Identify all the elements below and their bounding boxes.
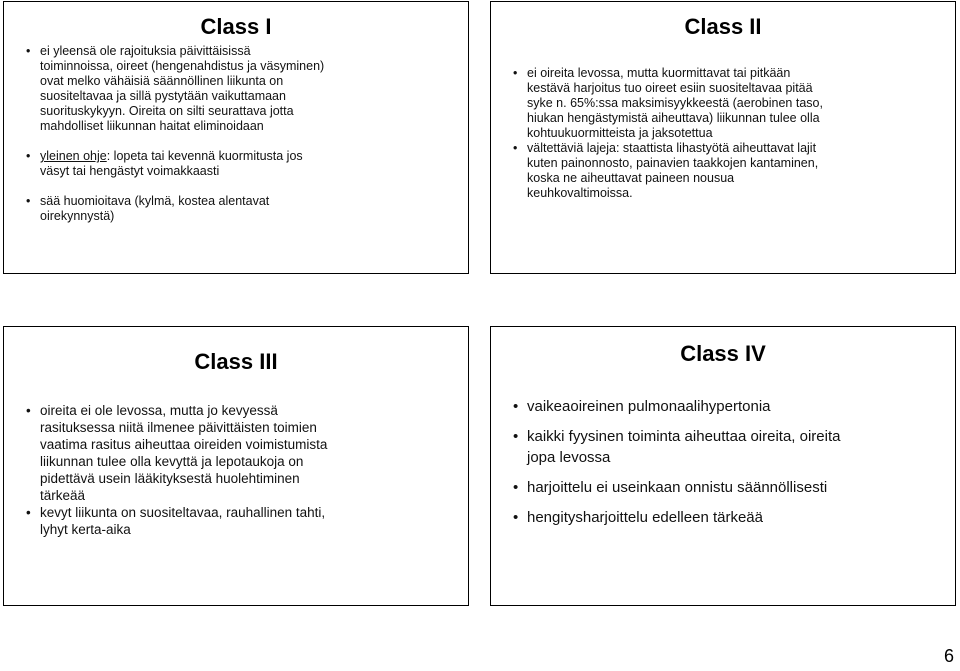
list-item: • sää huomioitava (kylmä, kostea alentavat oirekynnystä) [26,194,326,224]
list-item: • harjoittelu ei useinkaan onnistu säännöllisesti [513,477,843,498]
slide-class-iv [490,326,956,606]
slide-class-iii [3,326,469,606]
list-item: • vaikeaoireinen pulmonaalihypertonia [513,396,843,417]
page-number: 6 [943,646,954,666]
list-item: • kaikki fyysinen toiminta aiheuttaa oireita, oireita jopa levossa [513,426,843,468]
item-text: : lopeta tai kevennä kuormitusta jos väsyt tai hengästyt voimakkaasti [40,149,303,178]
slide-title: Class II [684,14,762,39]
underlined-text: yleinen ohje [40,149,107,163]
list-item: • ei oireita levossa, mutta kuormittavat tai pitkään kestävä harjoitus tuo oireet esiin suositeltavaa pitää syke n. 65%:ssa maksimisyykkeestä (aerobinen taso, hiukan hengästymistä aiheuttava) liikunnan tulee olla kohtuukuormitteista ja jaksotettua [513,66,831,141]
slide-class-i [3,1,469,274]
slide-title: Class I [200,14,272,39]
bullet-list [26,402,346,538]
slide-title: Class III [194,349,278,374]
slide-class-ii [490,1,956,274]
list-item: • ei yleensä ole rajoituksia päivittäisissä toiminnoissa, oireet (hengenahdistus ja väsyminen) ovat melko vähäisiä säännöllinen liikunta on suositeltavaa ja sillä pystytään vaikuttamaan suorituskykyyn. Oireita on silti seurattava jotta mahdolliset liikunnan haitat eliminoidaan [26,44,326,134]
list-item: • hengitysharjoittelu edelleen tärkeää [513,507,843,528]
slide-title: Class IV [680,341,766,366]
list-item: • vältettäviä lajeja: staattista lihastyötä aiheuttavat lajit kuten painonnosto, painavien taakkojen kantaminen, koska ne aiheuttavat paineen nousua keuhkovaltimoissa. [513,141,831,201]
list-item: • oireita ei ole levossa, mutta jo kevyessä rasituksessa niitä ilmenee päivittäisten toimien vaatima rasitus aiheuttaa oireiden voimistumista liikunnan tulee olla kevyttä ja lepotaukoja on pidettävä usein lääkityksestä huolehtiminen tärkeää [26,402,346,504]
bullet-list [26,44,326,239]
list-item [26,149,326,179]
bullet-list [513,396,843,537]
list-item: • kevyt liikunta on suositeltavaa, rauhallinen tahti, lyhyt kerta-aika [26,504,346,538]
bullet-list [513,66,831,201]
